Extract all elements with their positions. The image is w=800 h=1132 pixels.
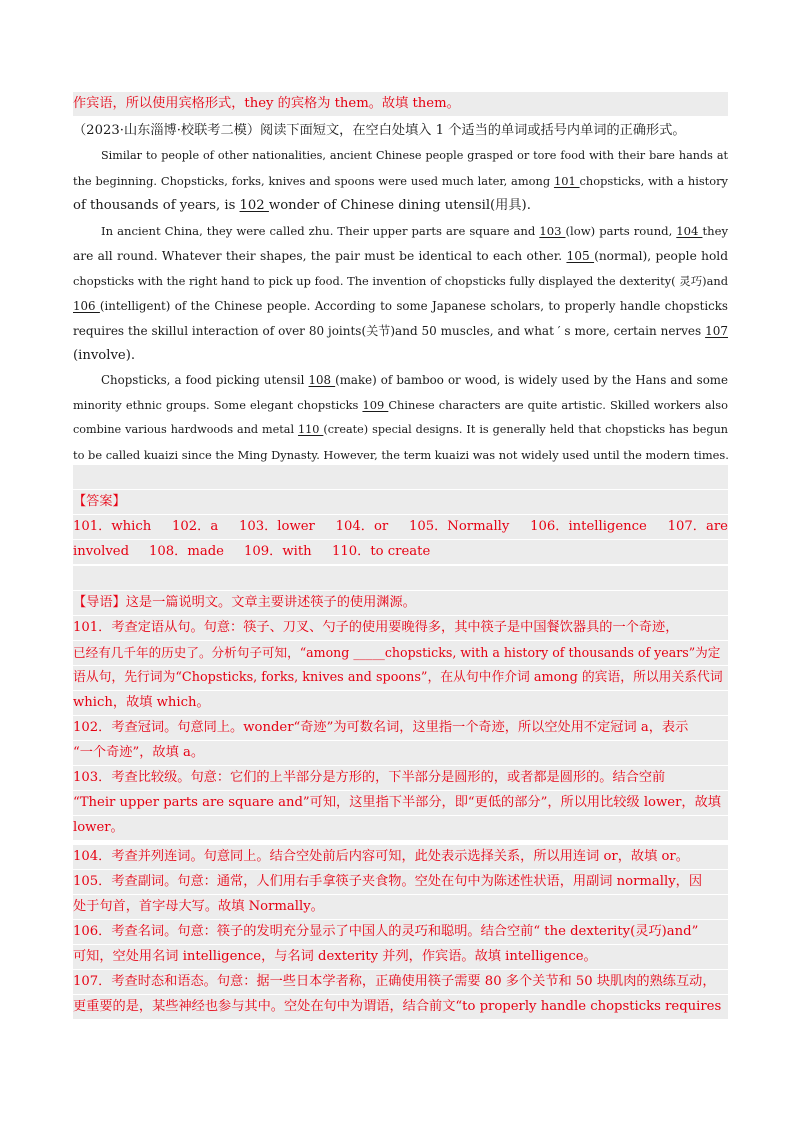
explain-103-line1: 103．考查比较级。句意：它们的上半部分是方形的，下半部分是圆形的，或者都是圆形的。结合空前 xyxy=(73,766,728,790)
answer-107-cont: involved xyxy=(73,544,130,559)
answer-102: 102．a xyxy=(171,519,219,534)
explain-106-line1: 106．考查名词。句意：筷子的发明充分显示了中国人的灵巧和聪明。结合空前“ the dexterity(灵巧)and” xyxy=(73,920,728,944)
explain-102-line1: 102．考查冠词。句意同上。wonder“奇迹”为可数名词，这里指一个奇迹，所以空处用不定冠词 a，表示 xyxy=(73,716,728,740)
passage-p2-line1: In ancient China, they were called zhu. Their upper parts are square and 103 (low) parts round, 104 they xyxy=(101,224,728,238)
answer-103: 103．lower xyxy=(238,519,315,534)
answer-109: 109．with xyxy=(244,544,312,559)
passage-p3-line4: to be called kuaizi since the Ming Dynasty. However, the term kuaizi was not widely used until the modern times. xyxy=(73,448,729,462)
explain-106-line2: 可知，空处用名词 intelligence，与名词 dexterity 并列，作宾语。故填 intelligence。 xyxy=(73,945,728,969)
answer-104: 104．or xyxy=(335,519,389,534)
guide-intro: 【导语】这是一篇说明文。文章主要讲述筷子的使用渊源。 xyxy=(73,591,728,615)
answer-107: 107．are xyxy=(667,519,728,534)
passage-p2-line5: requires the skillul interaction of over 80 joints(关节)and 50 muscles, and what ′ s more, certain nerves 107 xyxy=(73,324,728,338)
blank-103[interactable]: 103 xyxy=(539,224,566,238)
explain-103-line2: “Their upper parts are square and”可知，这里指下半部分，即“更低的部分”，所以用比较级 lower，故填 xyxy=(73,791,728,815)
passage-p2-line2: are all round. Whatever their shapes, the pair must be identical to each other. 105 (normal), people hold xyxy=(73,249,729,263)
passage-p2-line6: (involve). xyxy=(73,348,136,363)
answer-heading: 【答案】 xyxy=(73,490,728,514)
answer-110: 110．to create xyxy=(332,544,431,559)
explain-101-line2: 已经有几千年的历史了。分析句子可知，“among _____chopsticks, with a history of thousands of years”为定 xyxy=(73,641,728,665)
explain-101-line1: 101．考查定语从句。句意：筷子、刀叉、勺子的使用要晚得多，其中筷子是中国餐饮器具的一个奇迹， xyxy=(73,616,728,640)
previous-answer-tail: 作宾语，所以使用宾格形式，they 的宾格为 them。故填 them。 xyxy=(73,92,728,116)
explain-104-line1: 104．考查并列连词。句意同上。结合空处前后内容可知，此处表示选择关系，所以用连词 or，故填 or。 xyxy=(73,845,728,869)
blank-108[interactable]: 108 xyxy=(308,373,336,387)
question-source-line: （2023·山东淄博·校联考二模）阅读下面短文，在空白处填入 1 个适当的单词或括号内单词的正确形式。 xyxy=(73,123,686,138)
answer-106: 106．intelligence xyxy=(530,519,647,534)
passage-p1-line1: Similar to people of other nationalities, ancient Chinese people grasped or tore food with their bare hands at xyxy=(101,149,728,162)
answer-105: 105．Normally xyxy=(408,519,510,534)
explain-103-line3: lower。 xyxy=(73,816,728,840)
blank-106[interactable]: 106 xyxy=(73,299,100,313)
blank-102[interactable]: 102 xyxy=(239,198,269,213)
blank-105[interactable]: 105 xyxy=(566,249,595,263)
explain-107-line2: 更重要的是，某些神经也参与其中。空处在句中为谓语，结合前文“to properly handle chopsticks requires xyxy=(73,995,728,1019)
passage-p3-line3: combine various hardwoods and metal 110 (create) special designs. It is generally held that chopsticks has begun xyxy=(73,423,728,436)
answer-row-1 xyxy=(73,515,728,539)
blank-109[interactable]: 109 xyxy=(362,398,389,412)
passage-p2-line4: 106 (intelligent) of the Chinese people. According to some Japanese scholars, to properly handle chopsticks xyxy=(73,299,728,313)
blank-110[interactable]: 110 xyxy=(298,423,324,436)
blank-104[interactable]: 104 xyxy=(676,224,703,238)
answer-spacer xyxy=(73,465,728,489)
answer-101: 101．which xyxy=(73,519,152,534)
passage-p3-line2: minority ethnic groups. Some elegant chopsticks 109 Chinese characters are quite artistic. Skilled workers also xyxy=(73,398,729,412)
explain-101-line4: which，故填 which。 xyxy=(73,691,728,715)
blank-107[interactable]: 107 xyxy=(705,324,728,338)
explain-102-line2: “一个奇迹”，故填 a。 xyxy=(73,741,728,765)
blank-101[interactable]: 101 xyxy=(553,174,580,188)
guide-spacer xyxy=(73,566,728,590)
passage-p1-line3: of thousands of years, is 102 wonder of Chinese dining utensil(用具). xyxy=(73,198,531,213)
explain-101-line3: 语从句，先行词为“Chopsticks, forks, knives and spoons”，在从句中作介词 among 的宾语，所以用关系代词 xyxy=(73,666,728,690)
passage-p2-line3: chopsticks with the right hand to pick up food. The invention of chopsticks fully displayed the dexterity( 灵巧)and xyxy=(73,274,728,288)
passage-p1-line2: the beginning. Chopsticks, forks, knives and spoons were used much later, among 101 chopsticks, with a history xyxy=(73,174,728,188)
answer-row-2 xyxy=(73,540,728,564)
answer-108: 108．made xyxy=(149,544,224,559)
explain-105-line2: 处于句首，首字母大写。故填 Normally。 xyxy=(73,895,728,919)
passage-p3-line1: Chopsticks, a food picking utensil 108 (make) of bamboo or wood, is widely used by the Hans and some xyxy=(101,373,728,387)
explain-107-line1: 107．考查时态和语态。句意：据一些日本学者称，正确使用筷子需要 80 多个关节和 50 块肌肉的熟练互动， xyxy=(73,970,728,994)
explain-105-line1: 105．考查副词。句意：通常，人们用右手拿筷子夹食物。空处在句中为陈述性状语，用副词 normally，因 xyxy=(73,870,728,894)
